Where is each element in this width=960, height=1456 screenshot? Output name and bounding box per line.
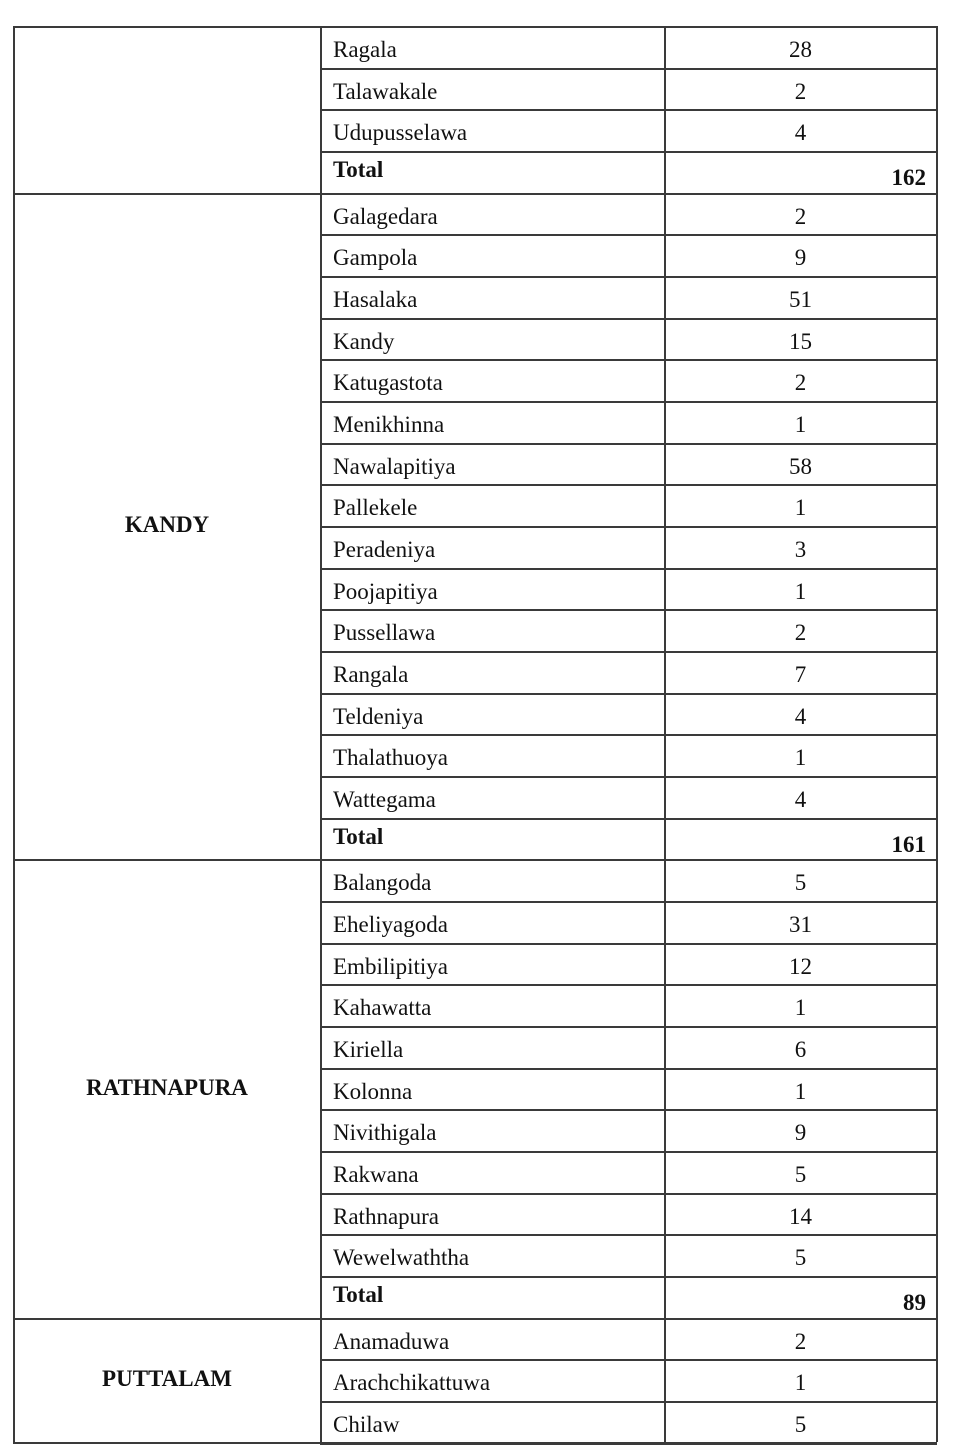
place-name: Eheliyagoda: [333, 912, 448, 938]
row-divider: [320, 276, 937, 278]
place-count: 1: [794, 995, 807, 1021]
row-divider: [320, 359, 937, 361]
total-value: 161: [891, 831, 926, 857]
place-name: Thalathuoya: [333, 745, 448, 771]
place-count: 5: [794, 1245, 807, 1271]
row-divider: [320, 776, 937, 778]
place-name: Nawalapitiya: [333, 453, 456, 479]
place-count: 5: [794, 1162, 807, 1188]
place-name: Galagedara: [333, 203, 438, 229]
row-divider: [320, 568, 937, 570]
place-count: 1: [794, 745, 807, 771]
total-label: Total: [333, 157, 384, 182]
row-divider: [320, 1193, 937, 1195]
row-divider: [13, 859, 937, 861]
place-count: 14: [789, 1203, 812, 1229]
place-count: 58: [789, 453, 812, 479]
row-divider: [13, 1442, 937, 1444]
place-name: Pallekele: [333, 495, 418, 521]
place-name: Embilipitiya: [333, 953, 448, 979]
place-count: 1: [794, 1078, 807, 1104]
place-count: 1: [794, 495, 807, 521]
row-divider: [320, 734, 937, 736]
place-count: 5: [794, 1412, 807, 1438]
place-name: Nivithigala: [333, 1120, 437, 1146]
row-divider: [13, 26, 937, 28]
place-count: 4: [794, 703, 807, 729]
place-name: Balangoda: [333, 870, 432, 896]
row-divider: [320, 401, 937, 403]
place-count: 2: [794, 78, 807, 104]
row-divider: [320, 1401, 937, 1403]
total-value: 162: [891, 165, 926, 190]
place-name: Rangala: [333, 662, 409, 688]
place-count: 3: [794, 537, 807, 563]
row-divider: [320, 943, 937, 945]
place-count: 5: [794, 870, 807, 896]
place-count: 12: [789, 953, 812, 979]
row-divider: [320, 651, 937, 653]
row-divider: [320, 484, 937, 486]
place-name: Rakwana: [333, 1162, 419, 1188]
row-divider: [320, 318, 937, 320]
place-name: Hasalaka: [333, 287, 418, 313]
place-name: Wattegama: [333, 787, 436, 813]
place-count: 7: [794, 662, 807, 688]
row-divider: [320, 68, 937, 70]
place-name: Menikhinna: [333, 412, 445, 438]
place-name: Rathnapura: [333, 1203, 440, 1229]
place-name: Udupusselawa: [333, 120, 468, 146]
row-divider: [320, 818, 937, 820]
row-divider: [320, 901, 937, 903]
total-label: Total: [333, 1282, 384, 1308]
place-count: 15: [789, 328, 812, 354]
row-divider: [13, 1318, 937, 1320]
place-name: Gampola: [333, 245, 418, 271]
district-name: KANDY: [124, 512, 210, 538]
place-count: 31: [789, 912, 812, 938]
row-divider: [320, 1109, 937, 1111]
row-divider: [320, 1359, 937, 1361]
district-name: RATHNAPURA: [86, 1074, 248, 1100]
row-divider: [320, 526, 937, 528]
row-divider: [320, 1276, 937, 1278]
place-name: Wewelwaththa: [333, 1245, 470, 1271]
place-name: Poojapitiya: [333, 578, 438, 604]
row-divider: [320, 693, 937, 695]
row-divider: [320, 984, 937, 986]
place-count: 1: [794, 1370, 807, 1396]
row-divider: [320, 1068, 937, 1070]
place-name: Kandy: [333, 328, 395, 354]
column-divider: [13, 26, 15, 1442]
row-divider: [320, 234, 937, 236]
place-count: 51: [789, 287, 812, 313]
place-count: 4: [794, 787, 807, 813]
place-name: Teldeniya: [333, 703, 424, 729]
row-divider: [320, 109, 937, 111]
place-count: 28: [789, 37, 812, 62]
total-label: Total: [333, 823, 384, 849]
place-name: Pussellawa: [333, 620, 436, 646]
place-count: 6: [794, 1037, 807, 1063]
place-count: 4: [794, 120, 807, 146]
place-count: 1: [794, 412, 807, 438]
place-name: Anamaduwa: [333, 1328, 450, 1354]
row-divider: [320, 609, 937, 611]
place-count: 9: [794, 1120, 807, 1146]
place-name: Katugastota: [333, 370, 443, 396]
row-divider: [320, 443, 937, 445]
place-count: 2: [794, 203, 807, 229]
place-count: 2: [794, 620, 807, 646]
row-divider: [320, 1234, 937, 1236]
district-name: PUTTALAM: [102, 1365, 232, 1391]
total-value: 89: [903, 1290, 926, 1316]
row-divider: [320, 1026, 937, 1028]
place-name: Arachchikattuwa: [333, 1370, 491, 1396]
place-name: Peradeniya: [333, 537, 436, 563]
place-name: Kiriella: [333, 1037, 404, 1063]
row-divider: [13, 193, 937, 195]
place-count: 2: [794, 370, 807, 396]
place-name: Ragala: [333, 37, 397, 62]
place-count: 1: [794, 578, 807, 604]
place-name: Kahawatta: [333, 995, 432, 1021]
place-count: 2: [794, 1328, 807, 1354]
place-name: Chilaw: [333, 1412, 400, 1438]
place-count: 9: [794, 245, 807, 271]
place-name: Kolonna: [333, 1078, 413, 1104]
place-name: Talawakale: [333, 78, 438, 104]
row-divider: [320, 151, 937, 153]
row-divider: [320, 1151, 937, 1153]
